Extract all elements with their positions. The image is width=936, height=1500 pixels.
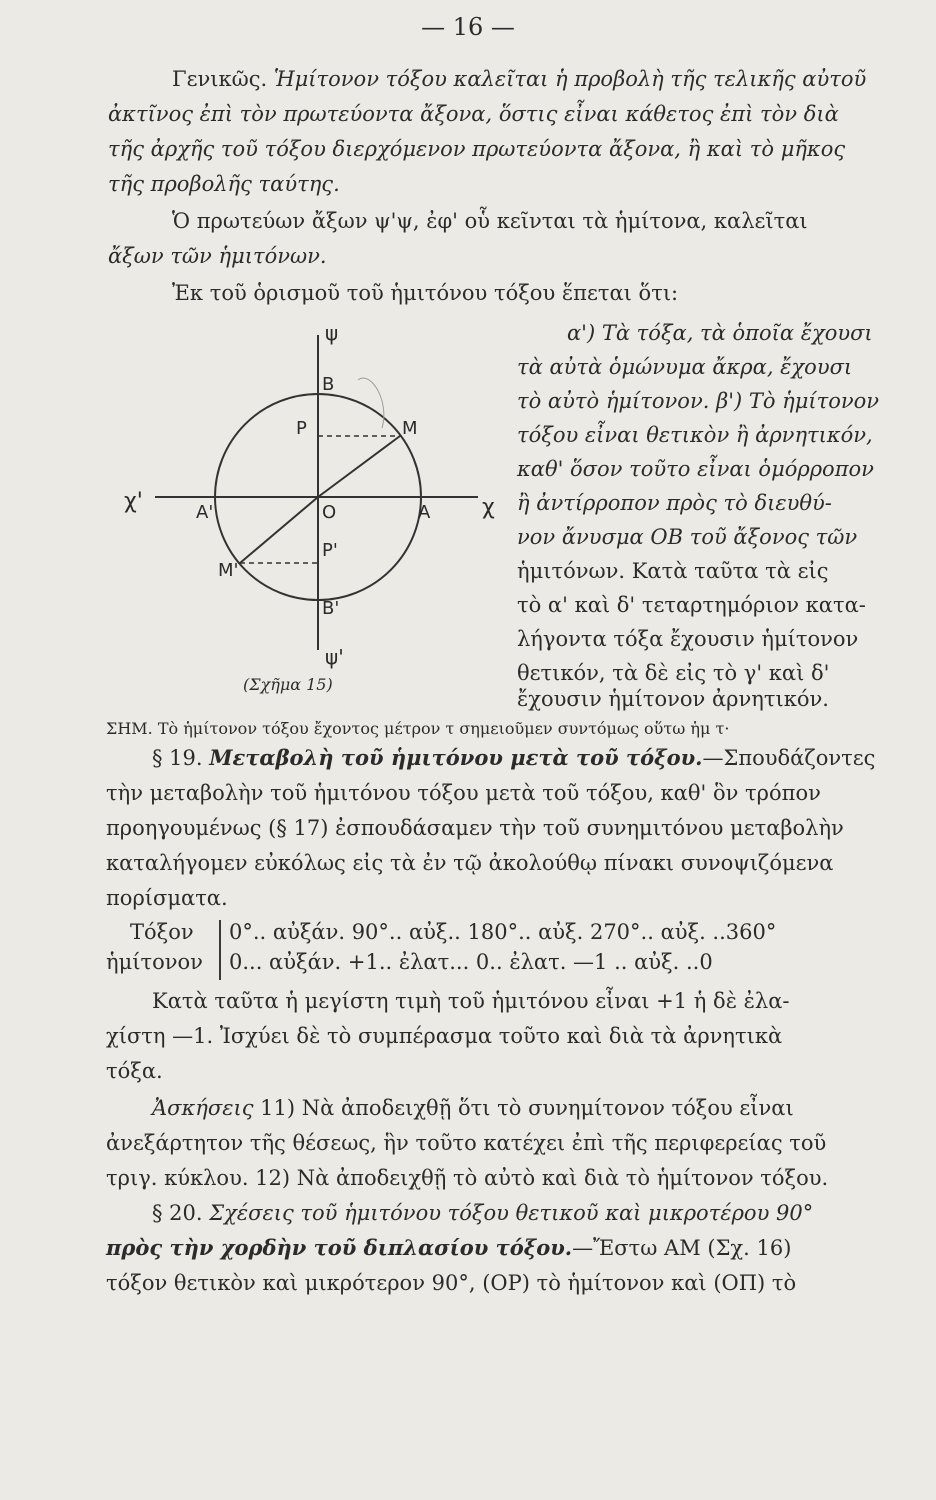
section-19-heading <box>152 745 875 771</box>
side-line-4: τόξου εἶναι θετικὸν ἢ ἀρνητικόν, <box>517 423 873 447</box>
exercises-lead: Ἀσκήσεις <box>152 1096 254 1120</box>
section-19-line-5: πορίσματα. <box>106 886 228 910</box>
label-p-prime: P' <box>322 540 338 561</box>
conclusion-line-2: χίστη —1. Ἰσχύει δὲ τὸ συμπέρασμα τοῦτο καὶ διὰ τὰ ἀρνητικὰ <box>106 1024 783 1048</box>
label-a-prime: A' <box>196 502 214 523</box>
table-row-arc: 0°.. αὐξάν. 90°.. αὐξ.. 180°.. αὐξ. 270°.. αὐξ. ..360° <box>229 920 777 944</box>
label-m: M <box>402 418 418 439</box>
conclusion-line-3: τόξα. <box>106 1059 163 1083</box>
section-20-line-3: τόξον θετικὸν καὶ μικρότερον 90°, (ΟΡ) τὸ ἡμίτονον καὶ (ΟΠ) τὸ <box>106 1271 797 1295</box>
axis-line-1: Ὁ πρωτεύων ἄξων ψ'ψ, ἐφ' οὗ κεῖνται τὰ ἡμίτονα, καλεῖται <box>172 209 808 233</box>
note-line: ΣΗΜ. Τὸ ἡμίτονον τόξου ἔχοντος μέτρον τ σημειοῦμεν συντόμως οὕτω ἡμ τ· <box>106 719 730 738</box>
intro-line-3: τῆς ἀρχῆς τοῦ τόξου διερχόμενον πρωτεύοντα ἄξονα, ἢ καὶ τὸ μῆκος <box>108 137 846 161</box>
table-label-sine: ἡμίτονον <box>106 950 203 974</box>
label-b-prime: B' <box>322 598 340 619</box>
table-divider <box>219 920 221 980</box>
section-20-title-a: Σχέσεις τοῦ ἡμιτόνου τόξου θετικοῦ καὶ μικροτέρου 90° <box>209 1201 814 1225</box>
label-a: A <box>418 502 431 523</box>
exercises-line-2: ἀνεξάρτητον τῆς θέσεως, ἣν τοῦτο κατέχει ἐπὶ τῆς περιφερείας τοῦ <box>106 1131 827 1155</box>
label-m-prime: M' <box>218 560 239 581</box>
axis-line-2: ἄξων τῶν ἡμιτόνων. <box>108 244 327 268</box>
intro-line-1 <box>172 66 866 92</box>
side-line-10: λήγοντα τόξα ἔχουσιν ἡμίτονον <box>517 627 859 651</box>
intro-line-4: τῆς προβολῆς ταύτης. <box>108 172 340 196</box>
radius-om <box>318 436 400 497</box>
table-row-sine: 0... αὐξάν. +1.. ἐλατ... 0.. ἐλατ. —1 .. αὐξ. ..0 <box>229 950 713 974</box>
table-label-arc: Τόξον <box>130 920 194 944</box>
side-line-6: ἢ ἀντίρροπον πρὸς τὸ διευθύ- <box>517 491 832 515</box>
side-line-1: α') Τὰ τόξα, τὰ ὁποῖα ἔχουσι <box>567 321 873 345</box>
intro-text-1: Ἡμίτονον τόξου καλεῖται ἡ προβολὴ τῆς τελικῆς αὐτοῦ <box>267 67 867 91</box>
intro-line-2: ἀκτῖνος ἐπὶ τὸν πρωτεύοντα ἄξονα, ὅστις εἶναι κάθετος ἐπὶ τὸν διὰ <box>108 102 839 126</box>
section-20-title-b: πρὸς τὴν χορδὴν τοῦ διπλασίου τόξου. <box>106 1235 573 1260</box>
label-x: χ <box>482 495 495 520</box>
side-line-5: καθ' ὅσον τοῦτο εἶναι ὁμόρροπον <box>517 457 874 481</box>
side-line-11: θετικόν, τὰ δὲ εἰς τὸ γ' καὶ δ' <box>517 661 830 685</box>
radius-om-prime <box>240 497 318 563</box>
section-20-lead: —Ἔστω ΑΜ (Σχ. 16) <box>572 1236 792 1260</box>
section-20-number: § 20. <box>152 1201 203 1225</box>
label-x-prime: χ' <box>124 489 143 514</box>
side-line-3: τὸ αὐτὸ ἡμίτονον. β') Τὸ ἡμίτονον <box>517 389 880 413</box>
figure-caption: (Σχῆμα 15) <box>243 675 333 694</box>
label-p: P <box>296 418 307 439</box>
label-psi-prime: ψ' <box>325 645 344 669</box>
exercises-line-1 <box>152 1095 794 1121</box>
figure-15-unit-circle <box>100 320 500 700</box>
section-19-number: § 19. <box>152 746 203 770</box>
conclusion-line-1: Κατὰ ταῦτα ἡ μεγίστη τιμὴ τοῦ ἡμιτόνου εἶναι +1 ἡ δὲ ἐλα- <box>152 989 790 1013</box>
section-19-lead: —Σπουδάζοντες <box>702 746 876 770</box>
exercises-text-1: 11) Νὰ ἀποδειχθῇ ὅτι τὸ συνημίτονον τόξου εἶναι <box>253 1096 794 1120</box>
definition-line: Ἐκ τοῦ ὁρισμοῦ τοῦ ἡμιτόνου τόξου ἕπεται ὅτι: <box>172 281 679 305</box>
section-19-line-3: προηγουμένως (§ 17) ἐσπουδάσαμεν τὴν τοῦ συνημιτόνου μεταβολὴν <box>106 816 844 840</box>
side-line-8: ἡμιτόνων. Κατὰ ταῦτα τὰ εἰς <box>517 559 829 583</box>
side-line-9: τὸ α' καὶ δ' τεταρτημόριον κατα- <box>517 593 866 617</box>
side-line-2: τὰ αὐτὰ ὁμώνυμα ἄκρα, ἔχουσι <box>517 355 853 379</box>
section-19-line-2: τὴν μεταβολὴν τοῦ ἡμιτόνου τόξου μετὰ τοῦ τόξου, καθ' ὃν τρόπον <box>106 781 821 805</box>
section-20-line-2 <box>106 1235 791 1261</box>
section-20-heading <box>152 1200 813 1226</box>
section-19-title: Μεταβολὴ τοῦ ἡμιτόνου μετὰ τοῦ τόξου. <box>209 745 703 770</box>
label-psi: ψ <box>325 321 339 345</box>
section-19-line-4: καταλήγομεν εὐκόλως εἰς τὰ ἐν τῷ ἀκολούθῳ πίνακι συνοψιζόμενα <box>106 851 834 875</box>
label-b: B <box>322 374 335 395</box>
label-o: O <box>322 502 337 523</box>
side-line-12: ἔχουσιν ἡμίτονον ἀρνητικόν. <box>517 687 829 711</box>
intro-lead: Γενικῶς. <box>172 67 268 91</box>
side-line-7: νον ἄνυσμα ΟΒ τοῦ ἄξονος τῶν <box>517 525 858 549</box>
exercises-line-3: τριγ. κύκλου. 12) Νὰ ἀποδειχθῇ τὸ αὐτὸ καὶ διὰ τὸ ἡμίτονον τόξου. <box>106 1166 829 1190</box>
page-number: — 16 — <box>421 13 515 41</box>
